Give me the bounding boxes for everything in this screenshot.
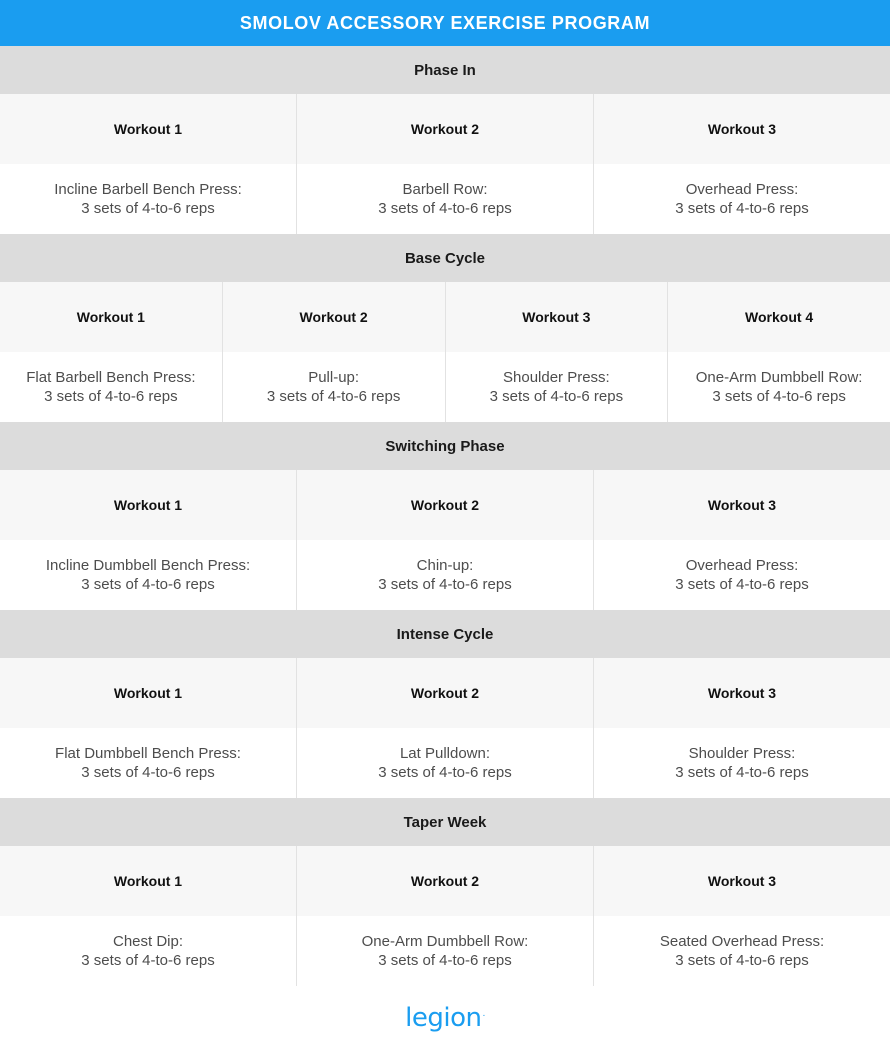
phase-header: Taper Week [0, 798, 890, 846]
workout-row [0, 94, 890, 164]
exercise-sets: 3 sets of 4-to-6 reps [675, 200, 809, 217]
program-table [0, 46, 890, 986]
workout-label: Workout 3 [446, 282, 669, 352]
exercise-sets: 3 sets of 4-to-6 reps [378, 200, 512, 217]
workout-label: Workout 4 [745, 309, 814, 325]
exercise-name: Chest Dip: [112, 933, 184, 950]
page-title: SMOLOV ACCESSORY EXERCISE PROGRAM [239, 12, 651, 33]
logo-mark: . [482, 1009, 485, 1020]
exercise-row [0, 916, 890, 986]
exercise-row [0, 540, 890, 610]
exercise-name: Seated Overhead Press: [659, 933, 825, 950]
exercise-name: One-Arm Dumbbell Row: [695, 369, 863, 386]
workout-label: Workout 1 [0, 846, 297, 916]
exercise-name: Incline Barbell Bench Press: [54, 181, 242, 198]
workout-row [0, 282, 890, 352]
workout-label: Workout 2 [297, 658, 594, 728]
legion-logo [405, 1003, 485, 1033]
exercise-cell [297, 540, 594, 610]
exercise-sets: 3 sets of 4-to-6 reps [675, 576, 809, 593]
exercise-cell [594, 164, 890, 234]
workout-label: Workout 3 [707, 685, 777, 701]
workout-label: Workout 2 [297, 470, 594, 540]
workout-label: Workout 3 [707, 497, 777, 513]
exercise-row [0, 164, 890, 234]
exercise-name: Shoulder Press: [503, 369, 610, 386]
exercise-name: Pull-up: [308, 369, 360, 386]
exercise-row [0, 728, 890, 798]
workout-label: Workout 1 [0, 470, 297, 540]
exercise-cell [594, 916, 890, 986]
workout-label: Workout 1 [0, 94, 297, 164]
exercise-sets: 3 sets of 4-to-6 reps [378, 576, 512, 593]
footer [0, 986, 890, 1050]
exercise-name: Flat Dumbbell Bench Press: [55, 745, 241, 762]
exercise-cell [446, 352, 669, 422]
workout-row [0, 658, 890, 728]
phase-header: Switching Phase [0, 422, 890, 470]
exercise-cell [0, 728, 297, 798]
exercise-name: Lat Pulldown: [399, 745, 491, 762]
exercise-name: Overhead Press: [685, 181, 799, 198]
workout-label: Workout 2 [297, 846, 594, 916]
exercise-cell [297, 916, 594, 986]
phase-header: Intense Cycle [0, 610, 890, 658]
exercise-cell [594, 540, 890, 610]
exercise-cell [668, 352, 890, 422]
exercise-sets: 3 sets of 4-to-6 reps [712, 388, 846, 405]
exercise-sets: 3 sets of 4-to-6 reps [44, 388, 178, 405]
workout-label: Workout 2 [223, 282, 446, 352]
exercise-sets: 3 sets of 4-to-6 reps [81, 200, 215, 217]
exercise-sets: 3 sets of 4-to-6 reps [378, 952, 512, 969]
exercise-sets: 3 sets of 4-to-6 reps [489, 388, 624, 405]
phase-header: Base Cycle [0, 234, 890, 282]
workout-label: Workout 2 [297, 94, 594, 164]
workout-label: Workout 3 [707, 121, 777, 137]
workout-label: Workout 1 [0, 658, 297, 728]
exercise-name: Incline Dumbbell Bench Press: [45, 557, 251, 574]
exercise-cell [0, 164, 297, 234]
exercise-sets: 3 sets of 4-to-6 reps [675, 764, 809, 781]
workout-row [0, 470, 890, 540]
workout-row [0, 846, 890, 916]
logo-text: legion [405, 1003, 482, 1033]
exercise-sets: 3 sets of 4-to-6 reps [81, 952, 215, 969]
exercise-cell [297, 728, 594, 798]
exercise-cell [0, 916, 297, 986]
title-bar [0, 0, 890, 46]
exercise-cell [594, 728, 890, 798]
exercise-sets: 3 sets of 4-to-6 reps [81, 764, 215, 781]
exercise-sets: 3 sets of 4-to-6 reps [266, 388, 401, 405]
workout-label: Workout 1 [0, 282, 223, 352]
exercise-name: Shoulder Press: [688, 745, 796, 762]
exercise-name: Flat Barbell Bench Press: [26, 369, 196, 386]
exercise-cell [0, 540, 297, 610]
exercise-name: Chin-up: [416, 557, 474, 574]
exercise-name: One-Arm Dumbbell Row: [361, 933, 529, 950]
exercise-name: Overhead Press: [685, 557, 799, 574]
exercise-sets: 3 sets of 4-to-6 reps [675, 952, 809, 969]
exercise-cell [297, 164, 594, 234]
exercise-sets: 3 sets of 4-to-6 reps [81, 576, 215, 593]
exercise-row [0, 352, 890, 422]
exercise-cell [0, 352, 223, 422]
exercise-sets: 3 sets of 4-to-6 reps [378, 764, 512, 781]
workout-label: Workout 3 [707, 873, 777, 889]
phase-header: Phase In [0, 46, 890, 94]
exercise-cell [223, 352, 446, 422]
exercise-name: Barbell Row: [402, 181, 488, 198]
